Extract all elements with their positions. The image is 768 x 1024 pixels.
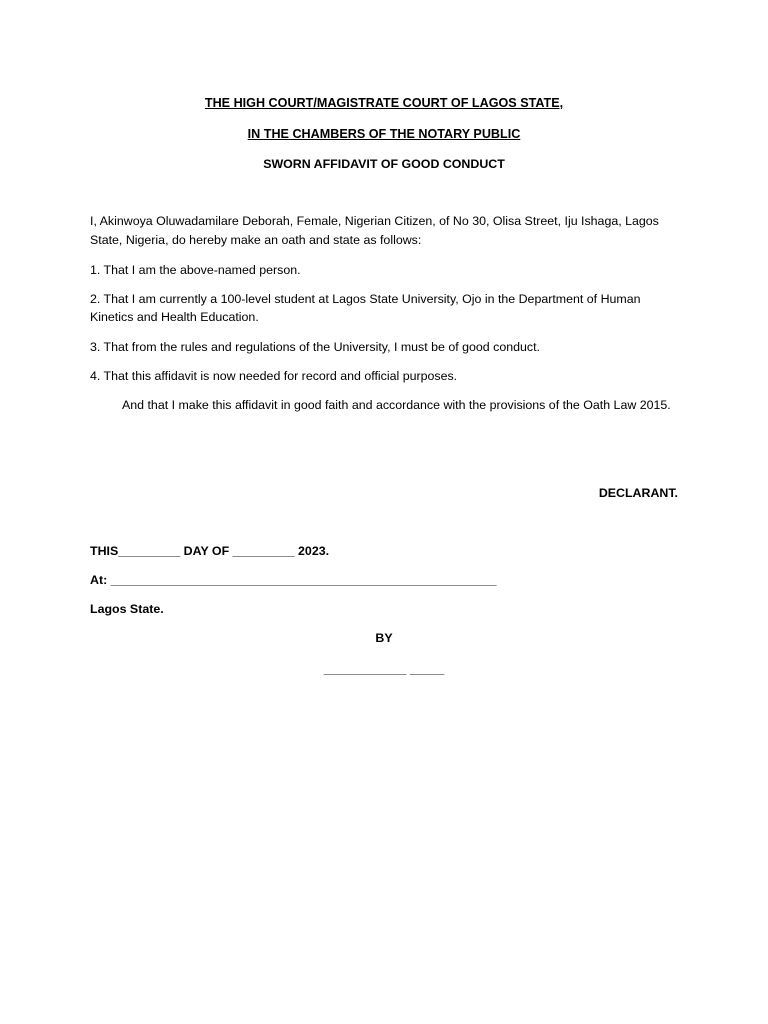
item-2-line-1: 2. That I am currently a 100-level student at Lagos State University, Ojo in the Department of Human [90, 292, 641, 306]
document-title: SWORN AFFIDAVIT OF GOOD CONDUCT [263, 157, 505, 171]
court-heading: THE HIGH COURT/MAGISTRATE COURT OF LAGOS STATE, [204, 96, 564, 110]
by-label: BY [375, 631, 393, 645]
closing-statement: And that I make this affidavit in good faith and accordance with the provisions of the Oath Law 2015. [122, 398, 671, 412]
item-2-line-2: Kinetics and Health Education. [90, 310, 259, 324]
item-4: 4. That this affidavit is now needed for record and official purposes. [90, 369, 458, 383]
item-1: 1. That I am the above-named person. [90, 263, 301, 277]
intro-line-1: I, Akinwoya Oluwadamilare Deborah, Female, Nigerian Citizen, of No 30, Olisa Street, Iju Ishaga, Lagos [90, 214, 659, 228]
intro-line-2: State, Nigeria, do hereby make an oath and state as follows: [90, 233, 422, 247]
item-3: 3. That from the rules and regulations of the University, I must be of good conduct. [90, 340, 540, 354]
state-label: Lagos State. [90, 602, 164, 616]
by-signature-line: ____________ _____ [323, 662, 445, 676]
location-line: At: ________________________________________________________ [90, 573, 497, 587]
date-line: THIS_________ DAY OF _________ 2023. [90, 544, 330, 558]
declarant-label: DECLARANT. [598, 486, 678, 500]
chambers-heading: IN THE CHAMBERS OF THE NOTARY PUBLIC [247, 127, 521, 141]
